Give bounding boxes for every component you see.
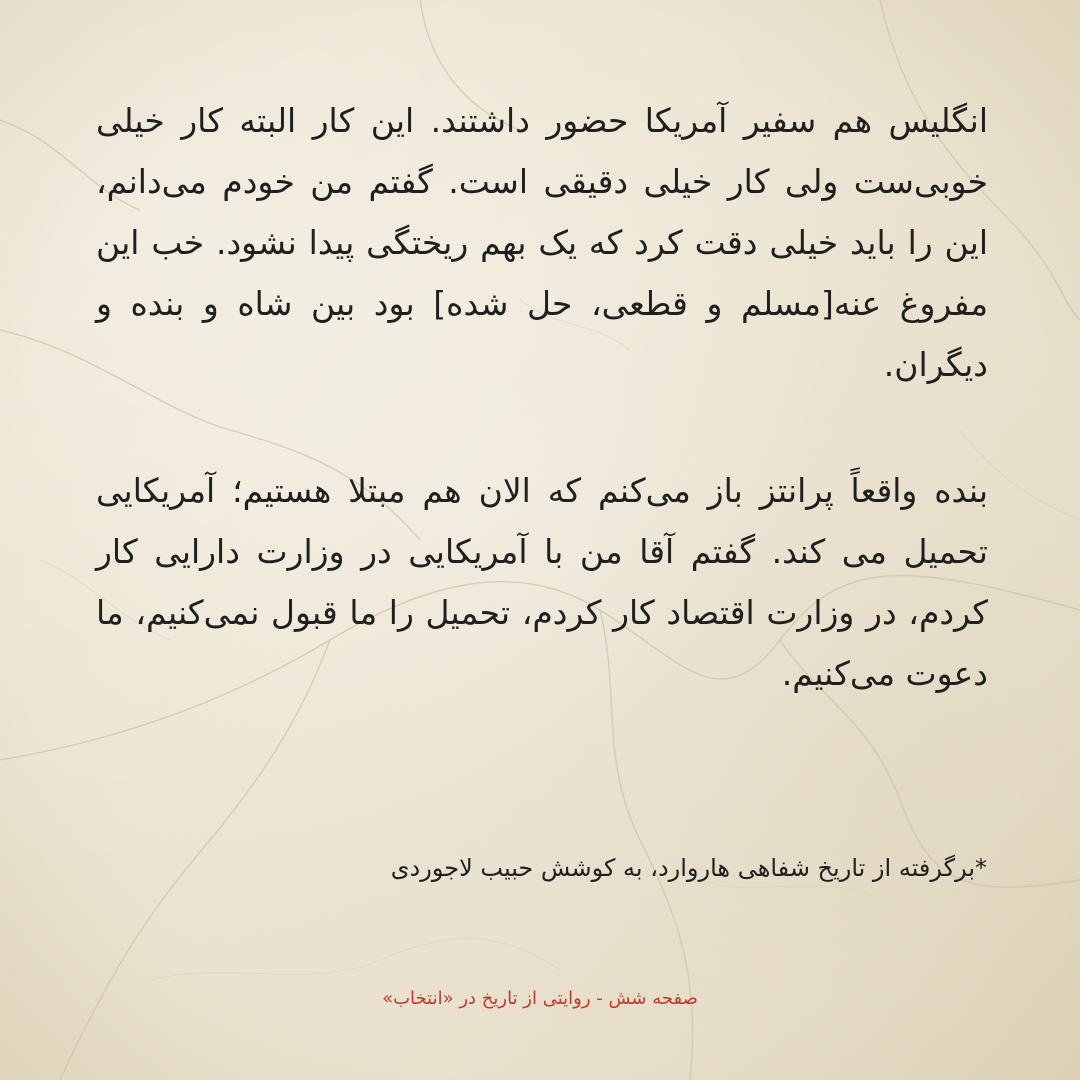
paragraph-1: انگلیس هم سفیر آمریکا حضور داشتند. این کار البته کار خیلی خوبی‌ست ولی کار خیلی دقیقی است. گفتم من خودم می‌دانم، این را باید خیلی دقت کرد که یک بهم ریختگی پیدا نشود. خب این مفروغ عنه[مسلم و قطعی، حل شده] بود بین شاه و بنده و دیگران. — [96, 101, 988, 384]
source-note: *برگرفته از تاریخ شفاهی هاروارد، به کوشش حبیب لاجوردی — [390, 854, 987, 882]
page-footer: صفحه شش - روایتی از تاریخ در «انتخاب» — [382, 988, 698, 1009]
paragraph-2: بنده واقعاً پرانتز باز می‌کنم که الان هم مبتلا هستیم؛ آمریکایی تحمیل می کند. گفتم آقا من با آمریکایی در وزارت دارایی کار کردم، در وزارت اقتصاد کار کردم، تحمیل را ما قبول نمی‌کنیم، ما دعوت می‌کنیم. — [96, 471, 988, 693]
